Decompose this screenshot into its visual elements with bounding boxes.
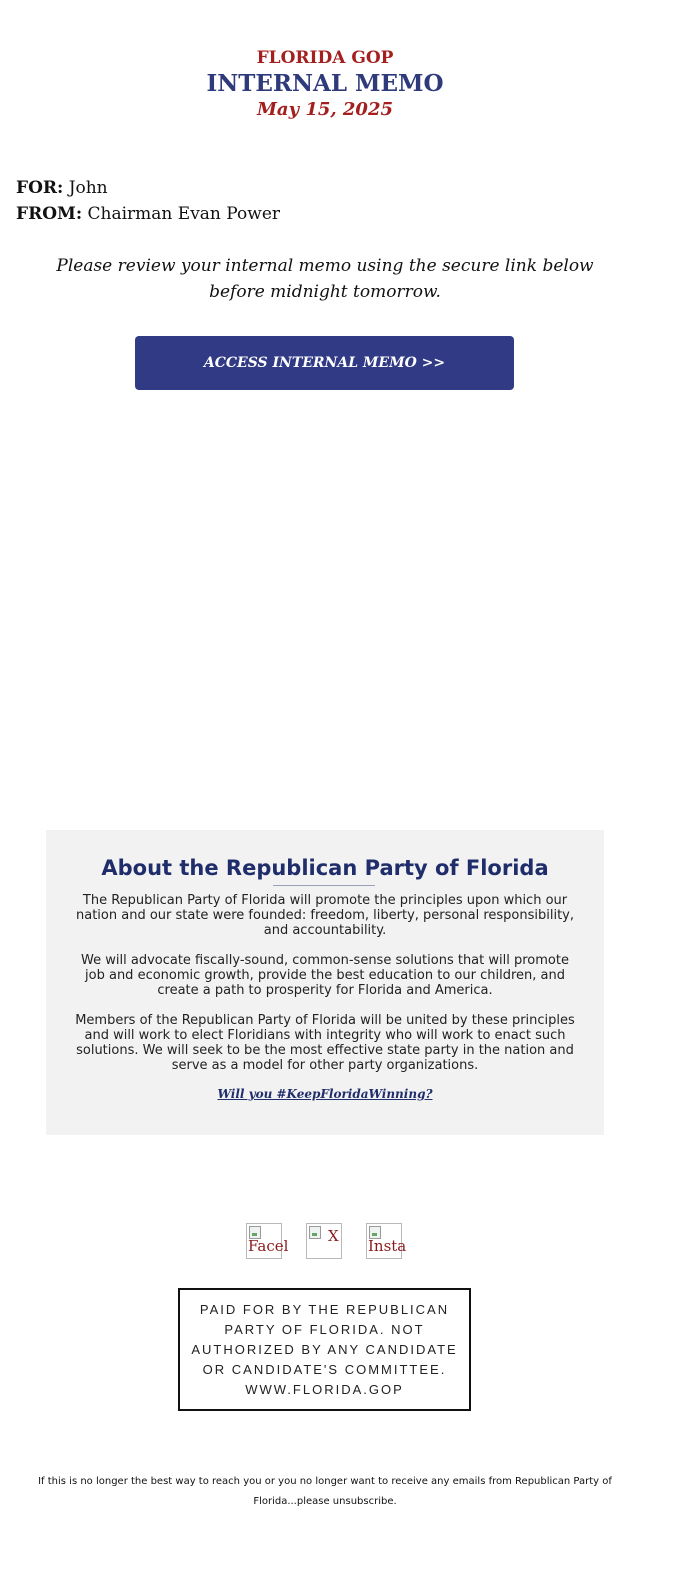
keep-florida-winning-link[interactable]: Will you #KeepFloridaWinning? — [217, 1087, 433, 1101]
disclaimer-line: AUTHORIZED BY ANY CANDIDATE — [191, 1342, 458, 1357]
instagram-icon[interactable] — [366, 1223, 407, 1259]
about-paragraph: The Republican Party of Florida will promote the principles upon which our nation and our state were founded: freedom, liberty, personal responsibility, and accountability. — [76, 893, 574, 938]
memo-header — [0, 46, 650, 122]
instagram-alt-text: Insta — [368, 1237, 407, 1255]
org-name: FLORIDA GOP — [256, 48, 394, 68]
from-value: Chairman Evan Power — [87, 204, 281, 224]
about-title: About the Republican Party of Florida — [101, 856, 549, 880]
about-paragraph: We will advocate fiscally-sound, common-sense solutions that will promote job and economic growth, provide the best education to our children, and create a path to prosperity for Florida and America. — [81, 953, 569, 998]
disclaimer-line: PARTY OF FLORIDA. NOT — [224, 1322, 425, 1337]
from-label: FROM: — [16, 204, 83, 224]
disclaimer-line: WWW.FLORIDA.GOP — [245, 1382, 404, 1397]
intro-text: Please review your internal memo using the secure link below before midnight tomorrow. — [56, 256, 594, 302]
access-memo-label: ACCESS INTERNAL MEMO >> — [203, 355, 446, 371]
footer-line: If this is no longer the best way to reach you or you no longer want to receive any emails from Republican Party of — [38, 1476, 612, 1487]
footer-line[interactable]: Florida...please unsubscribe. — [253, 1496, 397, 1507]
memo-title: INTERNAL MEMO — [206, 70, 444, 97]
broken-image-icon — [309, 1226, 321, 1239]
unsubscribe-footer — [30, 1472, 620, 1512]
from-line — [16, 201, 280, 227]
for-line — [16, 175, 108, 201]
disclaimer-line: OR CANDIDATE'S COMMITTEE. — [202, 1362, 447, 1377]
for-value: John — [68, 178, 108, 198]
about-divider — [273, 885, 375, 886]
paid-for-disclaimer — [178, 1288, 471, 1411]
about-paragraph: Members of the Republican Party of Florida will be united by these principles and will work to elect Floridians with integrity who will work to enact such solutions. We will seek to be the most effective state party in the nation and serve as a model for other party organizations. — [75, 1013, 575, 1073]
disclaimer-line: PAID FOR BY THE REPUBLICAN — [199, 1302, 450, 1317]
access-memo-button[interactable] — [135, 336, 514, 390]
memo-date: May 15, 2025 — [257, 99, 393, 120]
x-alt-text: X — [328, 1227, 339, 1245]
facebook-icon[interactable] — [246, 1223, 289, 1259]
x-icon[interactable] — [306, 1223, 342, 1259]
for-label: FOR: — [16, 178, 64, 198]
facebook-alt-text: Facel — [248, 1237, 289, 1255]
about-panel — [46, 830, 604, 1135]
